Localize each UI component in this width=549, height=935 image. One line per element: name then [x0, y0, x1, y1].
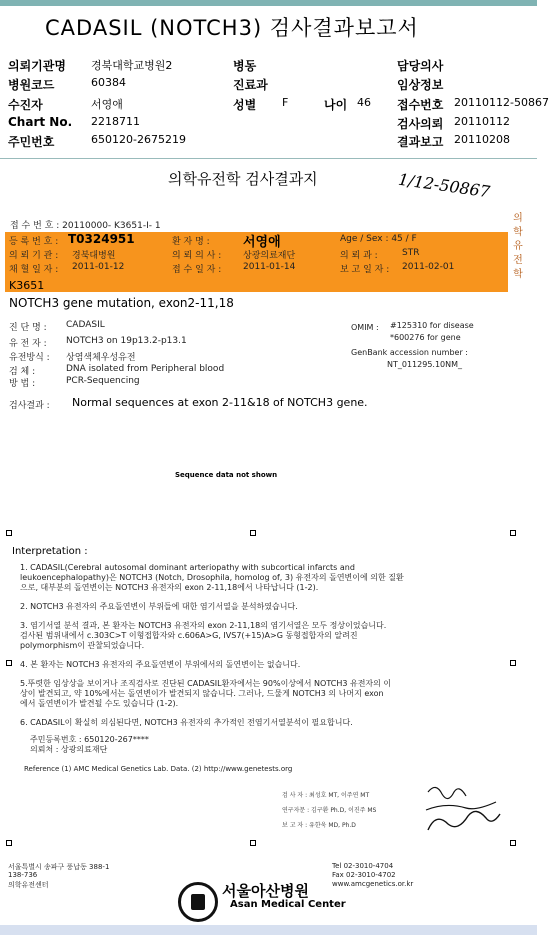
code-label: 병원코드 — [8, 78, 55, 92]
sex-value: F — [282, 96, 289, 109]
name-value: 서영애 — [243, 235, 281, 250]
handwritten-number: 1/12-50867 — [397, 169, 492, 202]
omim-gene: *600276 for gene — [390, 333, 461, 342]
signer-line: 검 사 자 : 최성호 MT, 이주연 MT — [282, 792, 370, 799]
report-header — [0, 0, 549, 159]
inherit-label: 유전방식 : — [9, 353, 50, 363]
rep-label: 결과보고 — [397, 135, 444, 149]
interp-line: leukoencephalopathy)은 NOTCH3 (Notch, Drosophila, homolog of, 3) 유전자의 돌연변이에 의한 질환 — [20, 573, 404, 582]
dept-label-r: 의 뢰 과 : — [340, 251, 378, 261]
postal-code: 138-736 — [8, 871, 38, 879]
inst-label: 의뢰기관명 — [8, 59, 66, 73]
interp-line: 4. 본 환자는 NOTCH3 유전자의 주요돌연변이 부위에서의 돌연변이는 없습니다. — [20, 660, 301, 669]
fax: Fax 02-3010-4702 — [332, 871, 396, 879]
inst-value: 경북대학교병원2 — [91, 59, 173, 72]
reg-label: 등 록 번 호 : — [9, 237, 59, 247]
interp-line: 으로, 대부분의 돌연변이는 NOTCH3 유전자의 exon 2-11,18에서 나타납니다 (1-2). — [20, 583, 319, 592]
hospital-name-en: Asan Medical Center — [230, 899, 346, 910]
name-label: 환 자 명 : — [172, 237, 210, 247]
req-doc-label: 의 뢰 의 사 : — [172, 251, 222, 261]
reporter-line: 보 고 자 : 유한욱 MD, Ph.D — [282, 822, 356, 829]
method-label: 방 법 : — [9, 379, 36, 389]
selection-handle[interactable] — [510, 840, 516, 846]
gene-value: NOTCH3 on 19p13.2-p13.1 — [66, 336, 187, 346]
report-title: 의학유전학 검사결과지 — [168, 170, 318, 188]
document-title: CADASIL (NOTCH3) 검사결과보고서 — [45, 16, 419, 40]
selection-handle[interactable] — [250, 840, 256, 846]
omim-label: OMIM : — [351, 323, 379, 332]
selection-handle[interactable] — [6, 660, 12, 666]
collect-value: 2011-01-12 — [72, 262, 125, 272]
dx-label: 진 단 명 : — [9, 323, 47, 333]
interp-line: 검사된 범위내에서 c.303C>T 이형접합자와 c.606A>G, IVS7(+15)A>G 동형접합자의 알려진 — [20, 631, 358, 640]
omim-disease: #125310 for disease — [390, 321, 474, 330]
selection-handle[interactable] — [6, 840, 12, 846]
dept-value-r: STR — [402, 248, 420, 258]
patient-label: 수진자 — [8, 98, 43, 112]
result-label: 검사결과 : — [9, 401, 50, 411]
req-value: 20110112 — [454, 115, 510, 128]
receipt-line: 접 수 번 호 : 20110000- K3651-I- 1 — [10, 221, 161, 231]
tel: Tel 02-3010-4704 — [332, 862, 394, 870]
result-value: Normal sequences at exon 2-11&18 of NOTCH3 gene. — [72, 396, 368, 409]
ward-label: 병동 — [233, 59, 257, 73]
org-value: 경북대병원 — [72, 251, 116, 261]
receive-value: 2011-01-14 — [243, 262, 296, 272]
org-label: 의 뢰 기 관 : — [9, 251, 59, 261]
selection-handle[interactable] — [510, 660, 516, 666]
interpretation-title: Interpretation : — [12, 546, 88, 557]
interp-line: 3. 염기서열 분석 결과, 본 환자는 NOTCH3 유전자의 exon 2-11,18의 염기서열은 모두 정상이었습니다. — [20, 621, 387, 630]
doctor-label: 담당의사 — [397, 59, 444, 73]
ssn-line: 주민등록번호 : 650120-267**** — [30, 735, 149, 744]
dept-label: 진료과 — [233, 78, 268, 92]
agesex: Age / Sex : 45 / F — [340, 234, 417, 244]
reg-value: T0324951 — [68, 232, 135, 246]
selection-handle[interactable] — [250, 530, 256, 536]
collect-label: 채 혈 일 자 : — [9, 265, 59, 275]
reference: Reference (1) AMC Medical Genetics Lab. Data. (2) http://www.genetests.org — [24, 765, 293, 773]
side-label: 의학유전학 — [513, 213, 523, 280]
report-label: 보 고 일 자 : — [340, 265, 390, 275]
test-code: K3651 — [9, 279, 45, 292]
hospital-name-kr: 서울아산병원 — [222, 882, 309, 900]
recno-label: 접수번호 — [397, 98, 444, 112]
code-value: 60384 — [91, 76, 126, 89]
report-value: 2011-02-01 — [402, 262, 455, 272]
advisor-line: 연구자문 : 김구환 Ph.D, 이진주 MS — [282, 807, 377, 814]
hospital-logo-icon — [178, 882, 218, 922]
address-line: 서울특별시 송파구 풍납동 388-1 — [8, 863, 110, 871]
interp-line: 2. NOTCH3 유전자의 주요돌연변이 부위들에 대한 염기서열을 분석하였습니다. — [20, 602, 298, 611]
interp-line: 에서 돌연변이가 발견될 수도 있습니다 (1-2). — [20, 699, 179, 708]
age-value: 46 — [357, 96, 371, 109]
website: www.amcgenetics.or.kr — [332, 880, 414, 888]
method-value: PCR-Sequencing — [66, 376, 140, 386]
interp-line: 6. CADASIL이 확실히 의심된다면, NOTCH3 유전자의 추가적인 전염기서열분석이 필요합니다. — [20, 718, 353, 727]
req-label: 검사의뢰 — [397, 117, 444, 131]
interp-line: 5.뚜렷한 임상상을 보이거나 조직검사로 진단된 CADASIL환자에서는 90%이상에서 NOTCH3 유전자의 이 — [20, 679, 392, 688]
age-label: 나이 — [324, 98, 348, 112]
interp-line: 1. CADASIL(Cerebral autosomal dominant arteriopathy with subcortical infarcts and — [20, 563, 355, 572]
signature-image — [420, 780, 530, 840]
receive-label: 접 수 일 자 : — [172, 265, 222, 275]
specimen-value: DNA isolated from Peripheral blood — [66, 364, 225, 374]
dx-value: CADASIL — [66, 320, 105, 330]
interp-line: polymorphism이 관찰되었습니다. — [20, 641, 145, 650]
center-name: 의학유전센터 — [8, 881, 49, 889]
header-strip — [0, 0, 537, 6]
client-line: 의뢰처 : 상광의료재단 — [30, 745, 108, 754]
selection-handle[interactable] — [510, 530, 516, 536]
clin-label: 임상정보 — [397, 78, 444, 92]
chart-label: Chart No. — [8, 115, 73, 129]
chart-value: 2218711 — [91, 115, 140, 128]
interp-line: 상이 발견되고, 약 10%에서는 돌연변이가 발견되지 않습니다. 그러나, 드물게 NOTCH3 의 나머지 exon — [20, 689, 384, 698]
rep-value: 20110208 — [454, 133, 510, 146]
genbank-value: NT_011295.10NM_ — [387, 360, 463, 369]
req-doc-value: 상광의료재단 — [243, 251, 296, 261]
sex-label: 성별 — [233, 98, 257, 112]
specimen-label: 검 체 : — [9, 367, 36, 377]
selection-handle[interactable] — [6, 530, 12, 536]
genbank-label: GenBank accession number : — [351, 348, 468, 357]
test-name: NOTCH3 gene mutation, exon2-11,18 — [9, 296, 234, 310]
inherit-value: 상염색체우성유전 — [66, 353, 136, 363]
ssn-label: 주민번호 — [8, 135, 55, 149]
gene-label: 유 전 자 : — [9, 339, 47, 349]
sequence-note: Sequence data not shown — [175, 471, 278, 479]
patient-value: 서영애 — [91, 98, 123, 111]
bottom-strip — [0, 925, 537, 935]
ssn-value: 650120-2675219 — [91, 133, 186, 146]
recno-value: 20110112-50867 — [454, 96, 549, 109]
